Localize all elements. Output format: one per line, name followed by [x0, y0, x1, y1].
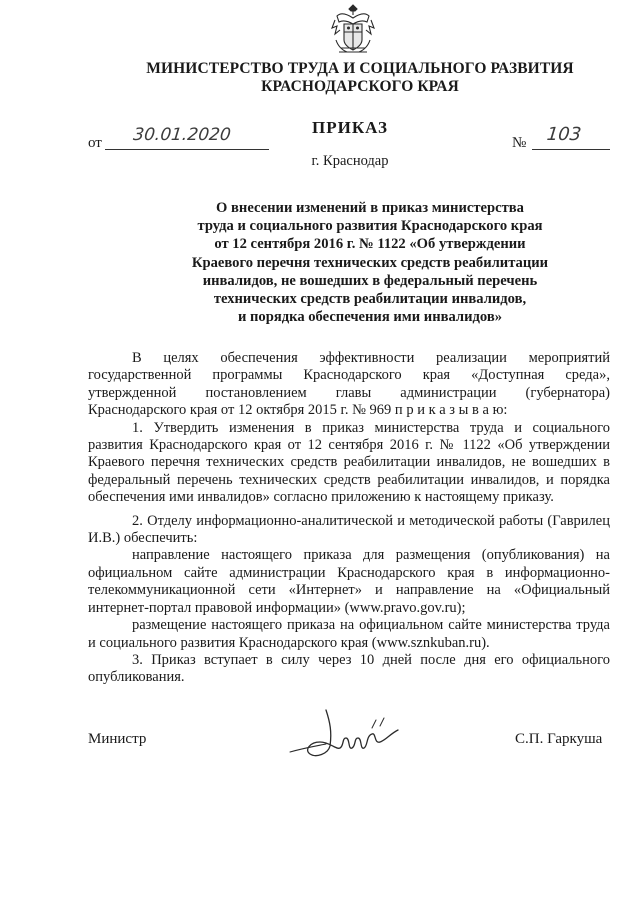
number-underline	[532, 149, 610, 150]
handwritten-signature-icon	[286, 708, 404, 764]
number-value: 103	[545, 124, 583, 145]
order-body	[88, 350, 610, 687]
body-paragraph-preamble: В целях обеспечения эффективности реализации мероприятий государственной программы Краснодарского края «Доступная среда», утвержденной постановлением главы администрации (губернатора) Краснодарского края от 12 октября 2015 г. № 969 п р и к а з ы в а ю:	[88, 350, 610, 419]
body-paragraph-item-2: 2. Отделу информационно-аналитической и методической работы (Гаврилец И.В.) обеспечить:	[88, 512, 610, 547]
date-label: от	[88, 135, 102, 151]
number-label: №	[512, 135, 527, 151]
organization-name	[100, 60, 620, 96]
subject-line: и порядка обеспечения ими инвалидов»	[237, 309, 503, 326]
body-paragraph-item-2-a: направление настоящего приказа для размещения (опубликования) на официальном сайте администрации Краснодарского края в информационно-телекоммуникационной сети «Интернет» и направление на «Официальный интернет-портал правовой информации» (www.pravo.gov.ru);	[88, 547, 610, 616]
org-line-1: МИНИСТЕРСТВО ТРУДА И СОЦИАЛЬНОГО РАЗВИТИЯ	[146, 60, 574, 77]
subject-line: Краевого перечня технических средств реабилитации	[191, 254, 549, 271]
signatory-title: Министр	[88, 731, 147, 747]
city: г. Краснодар	[311, 153, 389, 169]
document-type: ПРИКАЗ	[312, 118, 388, 137]
body-paragraph-item-3: 3. Приказ вступает в силу через 10 дней после дня его официального опубликования.	[88, 651, 610, 686]
subject-line: труда и социального развития Краснодарского края	[197, 218, 543, 235]
subject-line: от 12 сентября 2016 г. № 1122 «Об утверждении	[214, 236, 526, 253]
org-line-2: КРАСНОДАРСКОГО КРАЯ	[261, 78, 459, 95]
signatory-name: С.П. Гаркуша	[515, 731, 603, 747]
body-paragraph-item-2-b: размещение настоящего приказа на официальном сайте министерства труда и социального развития Краснодарского края (www.sznkuban.ru).	[88, 617, 610, 651]
date-underline	[105, 149, 269, 150]
krasnodar-coat-of-arms-icon	[331, 4, 375, 56]
subject-line: технических средств реабилитации инвалидов,	[213, 291, 527, 308]
body-paragraph-item-1: 1. Утвердить изменения в приказ министерства труда и социального развития Краснодарского края от 12 сентября 2016 г. № 1122 «Об утверждении Краевого перечня технических средств реабилитации инвалидов, не вошедших в федеральный перечень технических средств реабилитации инвалидов, и порядка обеспечения ими инвалидов» согласно приложению к настоящему приказу.	[88, 419, 610, 506]
subject-line: О внесении изменений в приказ министерства	[216, 200, 524, 216]
date-value: 30.01.2020	[132, 125, 232, 145]
order-subject	[170, 199, 570, 326]
subject-line: инвалидов, не вошедших в федеральный перечень	[202, 272, 538, 289]
